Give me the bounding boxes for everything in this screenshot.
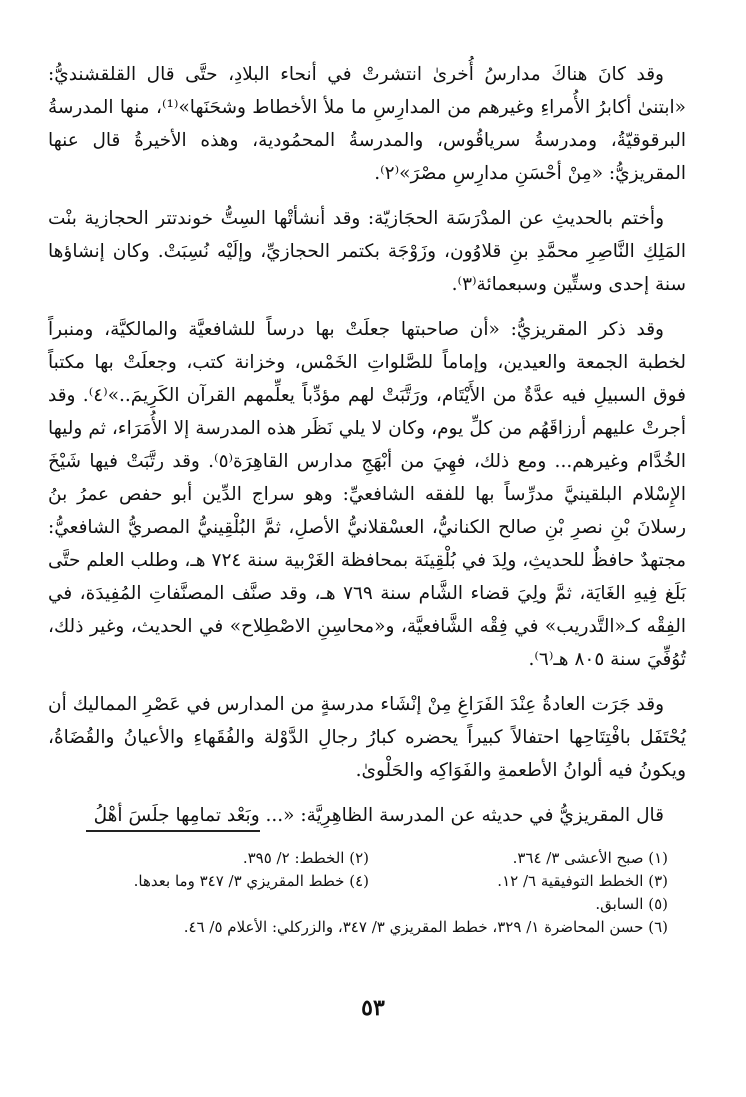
page-number: ٥٣ bbox=[361, 995, 385, 1021]
paragraph-2: وأختم بالحديثِ عن المدْرَسَة الحجَازيّة: وقد أنشأتْها السِتُّ خوندتتر الحجازية بنْت المَلِكِ النَّاصِرِ محمَّدِ بنِ قلاوُون، وزَوْجَة بكتمر الحجازيِّ، وإلَيْه نُسِبَتْ. وكان إنشاؤها سنة إحدى وستِّين وسبعمائة⁽٣⁾. bbox=[48, 208, 686, 295]
paragraph-1: وقد كانَ هناكَ مدارسُ أُخرىٰ انتشرتْ في أنحاء البلادِ، حتَّى قال القلقشنديُّ: «ابتنىٰ أكابرُ الأُمراءِ وغيرهم من المدارِسِ ما ملأ الأخطاط وشحَنَها»⁽¹⁾، منها المدرسةُ البرقوقيّةُ، ومدرسةُ سرياقُوس، والمدرسةُ المحمُودية، وهذه الأخيرةُ قال عنها المقريزيُّ: «مِنْ أحْسَنِ مدارِسِ مصْرَ»⁽٢⁾. bbox=[48, 64, 687, 184]
page-body bbox=[48, 58, 686, 842]
paragraph-4: وقد جَرَت العادةُ عِنْدَ الفَرَاغِ مِنْ إنْشَاء مدرسةٍ من المدارس في عَصْرِ المماليك أن يُحْتَفَل بافْتِتَاحِها احتفالاً كبيراً يحضره كبارُ رجالِ الدَّوْلة والفُقَهاءِ والأعيانُ والقُضَاةُ، ويكونُ فيه ألوانُ الأطعمةِ والفَوَاكِه والحَلْوىٰ. bbox=[48, 694, 686, 781]
footnote-divider bbox=[86, 830, 260, 832]
footnote-5: (٥) السابق. bbox=[595, 895, 668, 913]
footnotes bbox=[70, 847, 668, 939]
footnote-row-2 bbox=[70, 870, 668, 893]
paragraph-5: قال المقريزيُّ في حديثه عن المدرسة الظاهِرِيَّة: «... وبَعْد تمامِها جلَسَ أهْلُ bbox=[93, 805, 664, 826]
footnote-2: (٢) الخطط: ٢/ ٣٩٥. bbox=[242, 849, 369, 867]
footnote-4: (٤) خطط المقريزي ٣/ ٣٤٧ وما بعدها. bbox=[133, 872, 369, 890]
footnote-row-1 bbox=[70, 847, 668, 870]
footnote-6: (٦) حسن المحاضرة ١/ ٣٢٩، خطط المقريزي ٣/ ٣٤٧، والزركلي: الأعلام ٥/ ٤٦. bbox=[183, 918, 668, 936]
footnote-3: (٣) الخطط التوفيقية ٦/ ١٢. bbox=[497, 872, 668, 890]
paragraph-3: وقد ذكر المقريزيُّ: «أن صاحبتها جعلَتْ بها درساً للشافعيَّة والمالكيَّة، ومنبراً لخطبة الجمعة والعيدين، وإماماً للصَّلواتِ الخَمْس، وخزانة كتب، وجعلَتْ بها مكتباً فوق السبيلِ فيه عدَّةٌ من الأَيْتَام، ورَتَّبَتْ لهم مؤدِّباً يعلِّمهم القرآن الكَرِيمَ..»⁽٤⁾. وقد أجرتْ عليهم أرزاقَهُم من كلِّ يوم، وكان لا يلي نَظَر هذه المدرسة إلا الأُمَرَاء، ثم وليها الخُدَّام وغيرهم... ومع ذلك، فهِيَ من أبْهَجِ مدارس القاهِرَة⁽٥⁾. وقد رتَّبَتْ فيها شَيْخَ الإِسْلام البلقينيَّ مدرِّساً بها للفقه الشافعيِّ: وهو سراج الدِّين أبو حفص عمرُ بنُ رسلانَ بْنِ نصرِ بْنِ صالح الكنانيُّ، العسْقلانيُّ الأصلِ، ثمَّ البُلْقِينيُّ المصريُّ الشافعيُّ: مجتهدٌ حافظٌ للحديثِ، ولِدَ في بُلْقِينَة بمحافظة الغَرْبية سنة ٧٢٤ هـ، وطلب العلم حتَّى بَلَغ فِيهِ الغَايَة، ثمَّ ولِيَ قضاء الشَّام سنة ٧٦٩ هـ، وقد صنَّف المصنَّفاتِ المُفِيدَة، في الفِقْه كـ«التَّدريب» في فِقْه الشَّافعيَّة، و«محاسِنِ الاصْطِلاح» في الحديث، وغير ذلك، تُوُفِّيَ سنة ٨٠٥ هـ⁽٦⁾. bbox=[48, 319, 686, 670]
footnote-1: (١) صبح الأعشى ٣/ ٣٦٤. bbox=[512, 849, 668, 867]
